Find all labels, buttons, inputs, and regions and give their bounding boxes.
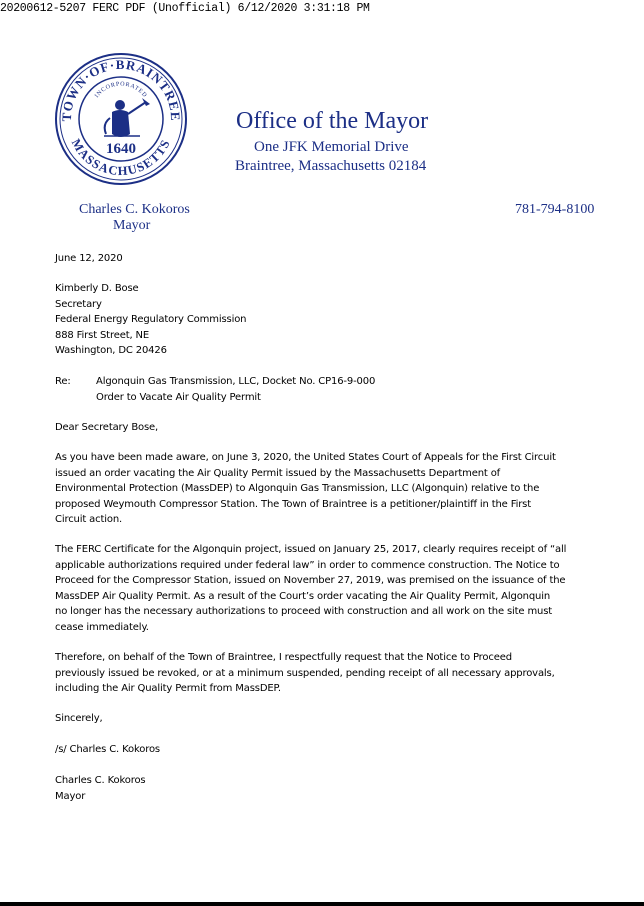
signature: /s/ Charles C. Kokoros	[55, 744, 160, 755]
paragraph-line: including the Air Quality Permit from MassDEP.	[55, 683, 281, 695]
paragraph-line: Proceed for the Compressor Station, issued on November 27, 2019, was premised on the issuance of the	[55, 575, 566, 587]
paragraph-line: applicable authorizations required under federal law” in order to commence construction. The Notice to	[55, 559, 560, 571]
paragraph-line: As you have been made aware, on June 3, 2020, the United States Court of Appeals for the First Circuit	[55, 452, 556, 463]
re-line: Algonquin Gas Transmission, LLC, Docket No. CP16-9-000	[96, 376, 376, 387]
svg-text:MASSACHUSETTS: MASSACHUSETTS	[68, 136, 174, 179]
re-line: Order to Vacate Air Quality Permit	[96, 391, 261, 403]
recipient-line: Secretary	[55, 298, 102, 310]
recipient-line: Federal Energy Regulatory Commission	[55, 314, 247, 326]
page-bottom-edge	[0, 902, 644, 906]
signer-name: Charles C. Kokoros	[55, 775, 146, 786]
signer-title: Mayor	[55, 791, 86, 802]
closing: Sincerely,	[55, 713, 103, 724]
svg-text:INCORPORATED: INCORPORATED	[94, 81, 148, 100]
address-line-1: One JFK Memorial Drive	[254, 139, 409, 155]
office-title: Office of the Mayor	[236, 108, 429, 134]
recipient-line: Washington, DC 20426	[55, 345, 167, 357]
paragraph-line: MassDEP Air Quality Permit. As a result of the Court’s order vacating the Air Quality Permit, Algonquin	[55, 590, 551, 602]
paragraph-1	[55, 450, 595, 528]
recipient-line: Kimberly D. Bose	[55, 283, 139, 294]
paragraph-2	[55, 542, 595, 636]
paragraph-3	[55, 650, 595, 697]
paragraph-line: Environmental Protection (MassDEP) to Algonquin Gas Transmission, LLC (Algonquin) relative to the	[55, 483, 540, 495]
re-subject	[96, 374, 375, 405]
paragraph-line: Circuit action.	[55, 514, 123, 526]
paragraph-line: previously issued be revoked, or at a minimum suspended, pending receipt of all necessary approvals,	[55, 667, 555, 679]
re-label: Re:	[55, 376, 71, 387]
phone-number: 781-794-8100	[515, 202, 595, 217]
file-stamp: 20200612-5207 FERC PDF (Unofficial) 6/12/2020 3:31:18 PM	[0, 2, 370, 15]
paragraph-line: Therefore, on behalf of the Town of Braintree, I respectfully request that the Notice to Proceed	[55, 652, 512, 663]
mayor-name: Charles C. Kokoros	[79, 202, 190, 217]
address-line-2: Braintree, Massachusetts 02184	[235, 158, 427, 174]
paragraph-line: issued an order vacating the Air Quality Permit issued by the Massachusetts Department of	[55, 467, 501, 479]
recipient-block	[55, 281, 595, 359]
svg-text:TOWN·OF·BRAINTREE: TOWN·OF·BRAINTREE	[58, 56, 184, 122]
recipient-line: 888 First Street, NE	[55, 329, 150, 341]
paragraph-line: no longer has the necessary authorizations to proceed with construction and all work on the site must	[55, 606, 553, 618]
letter-date: June 12, 2020	[55, 253, 123, 264]
paragraph-line: cease immediately.	[55, 621, 149, 633]
paragraph-line: proposed Weymouth Compressor Station. The Town of Braintree is a petitioner/plaintiff in the First	[55, 498, 531, 510]
paragraph-line: The FERC Certificate for the Algonquin project, issued on January 25, 2017, clearly requires receipt of “all	[55, 544, 567, 555]
salutation: Dear Secretary Bose,	[55, 422, 159, 433]
town-seal-logo	[54, 52, 188, 186]
mayor-title: Mayor	[113, 218, 151, 233]
svg-text:1640: 1640	[106, 141, 136, 157]
